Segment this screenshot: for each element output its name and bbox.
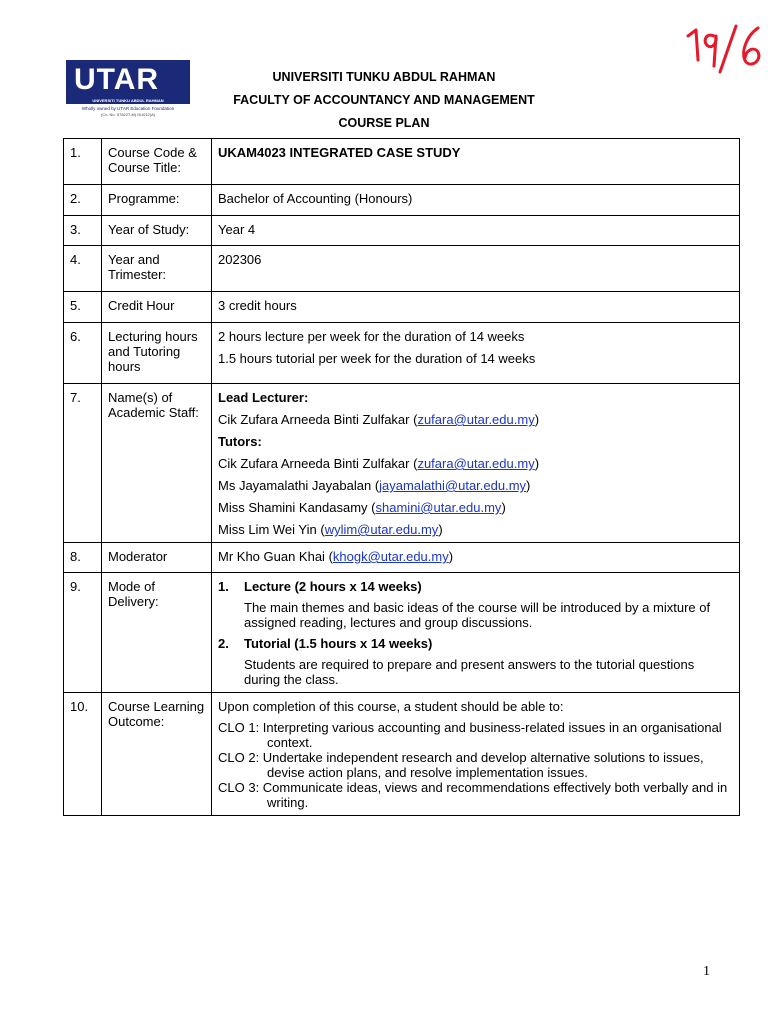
row-label: Course Learning Outcome:	[102, 693, 212, 816]
table-row	[64, 384, 740, 543]
outcome-intro: Upon completion of this course, a student should be able to:	[218, 699, 564, 714]
faculty-name: FACULTY OF ACCOUNTANCY AND MANAGEMENT	[233, 93, 535, 107]
row-number: 5.	[64, 292, 102, 323]
table-row	[64, 323, 740, 384]
email-link[interactable]: shamini@utar.edu.my	[375, 500, 502, 515]
row-number: 8.	[64, 543, 102, 573]
trimester-value: 202306	[212, 246, 740, 292]
staff-entry: Miss Shamini Kandasamy (shamini@utar.edu.my)	[218, 500, 506, 515]
university-name: UNIVERSITI TUNKU ABDUL RAHMAN	[272, 70, 496, 84]
email-link[interactable]: wylim@utar.edu.my	[324, 522, 439, 537]
item-number: 1.	[218, 579, 229, 594]
staff-cell	[212, 384, 740, 543]
document-title: COURSE PLAN	[338, 116, 430, 130]
tutorial-hours: 1.5 hours tutorial per week for the duration of 14 weeks	[218, 351, 536, 366]
row-number: 7.	[64, 384, 102, 543]
handwritten-annotation	[684, 20, 768, 76]
item-description: The main themes and basic ideas of the course will be introduced by a mixture of assigned reading, lectures and group discussions.	[244, 600, 711, 630]
staff-entry: Cik Zufara Arneeda Binti Zulfakar (zufara@utar.edu.my)	[218, 412, 540, 427]
lead-lecturer-heading: Lead Lecturer:	[218, 390, 309, 405]
staff-name: Ms Jayamalathi Jayabalan	[218, 478, 372, 493]
row-label: Lecturing hours and Tutoring hours	[102, 323, 212, 384]
clo-item: CLO 3: Communicate ideas, views and recommendations effectively both verbally and in writing.	[218, 780, 728, 810]
learning-outcome-cell	[212, 693, 740, 816]
logo-strip: UNIVERSITI TUNKU ABDUL RAHMAN	[92, 98, 164, 103]
email-link[interactable]: zufara@utar.edu.my	[417, 456, 535, 471]
table-row	[64, 185, 740, 216]
item-number: 2.	[218, 636, 229, 651]
item-title: Tutorial (1.5 hours x 14 weeks)	[244, 636, 433, 651]
row-label: Credit Hour	[102, 292, 212, 323]
row-label: Moderator	[102, 543, 212, 573]
delivery-cell	[212, 573, 740, 693]
table-row	[64, 543, 740, 573]
hours-cell	[212, 323, 740, 384]
staff-entry: Miss Lim Wei Yin (wylim@utar.edu.my)	[218, 522, 443, 537]
row-number: 3.	[64, 216, 102, 246]
course-plan-table	[63, 138, 740, 816]
staff-name: Miss Lim Wei Yin	[218, 522, 317, 537]
programme-value: Bachelor of Accounting (Honours)	[212, 185, 740, 216]
moderator-name: Mr Kho Guan Khai	[218, 549, 325, 564]
logo-text: UTAR	[74, 63, 160, 96]
row-label: Year of Study:	[102, 216, 212, 246]
row-number: 1.	[64, 139, 102, 185]
table-row	[64, 693, 740, 816]
item-title: Lecture (2 hours x 14 weeks)	[244, 579, 422, 594]
staff-name: Cik Zufara Arneeda Binti Zulfakar	[218, 456, 410, 471]
row-number: 6.	[64, 323, 102, 384]
item-description: Students are required to prepare and present answers to the tutorial questions during the class.	[244, 657, 695, 687]
logo-sub1: Wholly owned by UTAR Education Foundation	[81, 106, 175, 111]
clo-item: CLO 2: Undertake independent research and develop alternative solutions to issues, devise action plans, and resolve implementation issues.	[218, 750, 704, 780]
page-number: 1	[703, 964, 710, 979]
row-number: 9.	[64, 573, 102, 693]
row-number: 4.	[64, 246, 102, 292]
tutors-heading: Tutors:	[218, 434, 262, 449]
moderator-cell: Mr Kho Guan Khai (khogk@utar.edu.my)	[212, 543, 740, 573]
delivery-item	[218, 579, 733, 594]
clo-item: CLO 1: Interpreting various accounting and business-related issues in an organisational context.	[218, 720, 722, 750]
course-title: UKAM4023 INTEGRATED CASE STUDY	[212, 139, 740, 185]
table-row	[64, 573, 740, 693]
delivery-item	[218, 636, 733, 651]
staff-entry: Ms Jayamalathi Jayabalan (jayamalathi@utar.edu.my)	[218, 478, 531, 493]
table-row	[64, 246, 740, 292]
table-row	[64, 292, 740, 323]
row-label: Course Code & Course Title:	[102, 139, 212, 185]
utar-logo	[66, 60, 190, 120]
staff-name: Cik Zufara Arneeda Binti Zulfakar	[218, 412, 410, 427]
row-label: Programme:	[102, 185, 212, 216]
staff-entry: Cik Zufara Arneeda Binti Zulfakar (zufara@utar.edu.my)	[218, 456, 540, 471]
row-number: 2.	[64, 185, 102, 216]
email-link[interactable]: khogk@utar.edu.my	[332, 549, 449, 564]
table-row	[64, 139, 740, 185]
row-label: Name(s) of Academic Staff:	[102, 384, 212, 543]
email-link[interactable]: zufara@utar.edu.my	[417, 412, 535, 427]
credit-hour-value: 3 credit hours	[212, 292, 740, 323]
row-number: 10.	[64, 693, 102, 816]
table-row	[64, 216, 740, 246]
logo-sub2: (Co. No. 578227-M) DU012(A)	[100, 112, 156, 117]
year-of-study-value: Year 4	[212, 216, 740, 246]
staff-name: Miss Shamini Kandasamy	[218, 500, 368, 515]
email-link[interactable]: jayamalathi@utar.edu.my	[379, 478, 527, 493]
row-label: Year and Trimester:	[102, 246, 212, 292]
row-label: Mode of Delivery:	[102, 573, 212, 693]
lecture-hours: 2 hours lecture per week for the duration of 14 weeks	[218, 329, 525, 344]
